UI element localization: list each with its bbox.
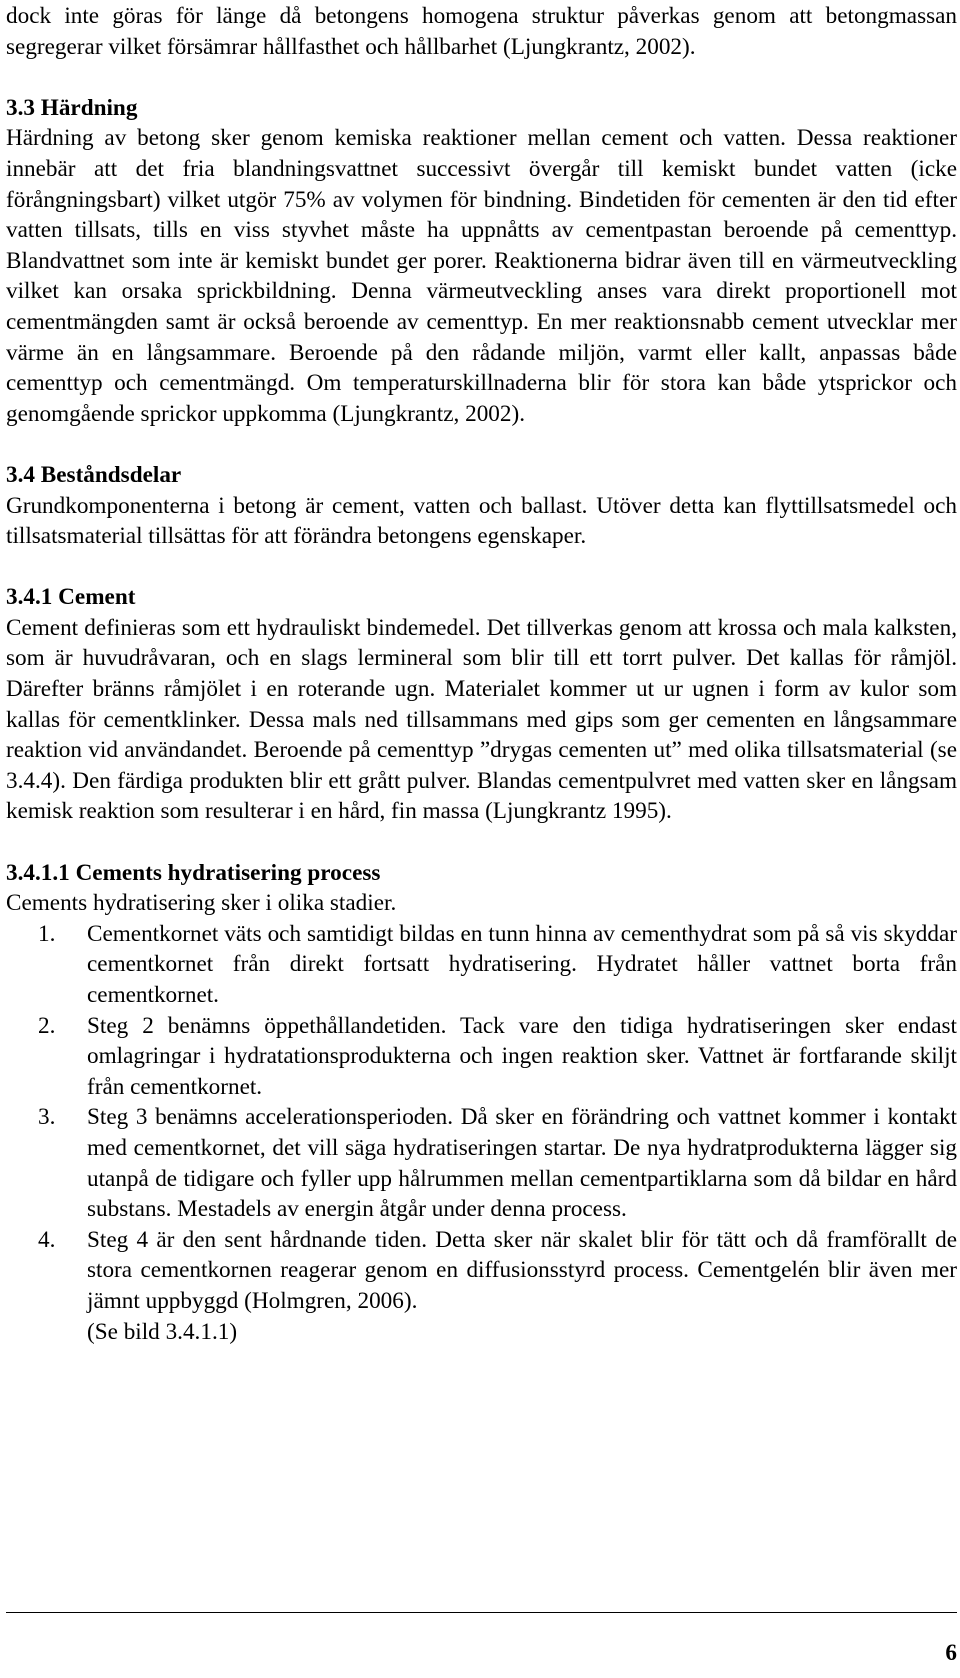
section-text-3-3: Härdning av betong sker genom kemiska reaktioner mellan cement och vatten. Dessa reaktioner innebär att det fria blandningsvattnet successivt övergår till kemiskt bundet vatten (icke förångningsbart) vilket utgör 75% av volymen för bindning. Bindetiden för cementen är den tid efter vatten tillsats, tills en viss styvhet måste ha uppnåtts av cementpastan beroende på cementtyp. Blandvattnet som inte är kemiskt bundet ger porer. Reaktionerna bidrar även till en värmeutveckling vilket kan orsaka sprickbildning. Denna värmeutveckling anses vara direkt proportionell mot cementmängden samt är också beroende av cementtyp. En mer reaktionsnabb cement utvecklar mer värme än en långsammare. Beroende på den rådande miljön, varmt eller kallt, anpassas både cementtyp och cementmängd. Om temperaturskillnaderna blir för stora kan både ytsprickor och genomgående sprickor uppkomma (Ljungkrantz, 2002). bbox=[6, 125, 957, 427]
footer-divider bbox=[6, 1612, 957, 1613]
list-item-text: Cementkornet väts och samtidigt bildas en tunn hinna av cementhydrat som på så vis skyddar cementkornet från direkt fortsatt hydratisering. Hydratet håller vattnet borta från cementkornet. bbox=[87, 920, 957, 1008]
list-item-number: 2. bbox=[38, 1012, 56, 1039]
spacer bbox=[6, 827, 957, 858]
spacer bbox=[6, 62, 957, 93]
list-item bbox=[6, 1225, 957, 1317]
spacer bbox=[6, 429, 957, 460]
page-number: 6 bbox=[945, 1640, 957, 1666]
list-item-text: Steg 3 benämns accelerationsperioden. Då sker en förändring och vattnet kommer i kontakt med cementkornet, det vill säga hydratiseringen startar. De nya hydratprodukterna lägger sig utanpå de tidigare och fyller upp hålrummen mellan cementpartiklarna som då bildar en hård substans. Mestadels av energin åtgår under denna process. bbox=[87, 1104, 957, 1223]
list-item bbox=[6, 1011, 957, 1103]
figure-reference: (Se bild 3.4.1.1) bbox=[87, 1318, 238, 1345]
section-text-3-4: Grundkomponenterna i betong är cement, vatten och ballast. Utöver detta kan flyttillsatsmedel och tillsatsmaterial tillsättas för att förändra betongens egenskaper. bbox=[6, 492, 957, 550]
intro-paragraph: dock inte göras för länge då betongens homogena struktur påverkas genom att betongmassan segregerar vilket försämrar hållfasthet och hållbarhet (Ljungkrantz, 2002). bbox=[6, 3, 957, 60]
list-item-number: 4. bbox=[38, 1226, 56, 1253]
section-heading-3-3: 3.3 Härdning bbox=[6, 94, 138, 121]
list-item-text: Steg 4 är den sent hårdnande tiden. Detta sker när skalet blir för tätt och då framförallt de stora cementkornen reagerar genom en diffusionsstyrd process. Cementgelén blir även mer jämnt uppbyggd (Holmgren, 2006). bbox=[87, 1226, 957, 1314]
list-item bbox=[6, 1102, 957, 1224]
list-item-text: Steg 2 benämns öppethållandetiden. Tack vare den tidiga hydratiseringen sker endast omlagringar i hydratationsprodukterna och ingen reaktion sker. Vattnet är fortfarande skiljt från cementkornet. bbox=[87, 1012, 957, 1100]
list-item-number: 3. bbox=[38, 1104, 56, 1131]
spacer bbox=[6, 552, 957, 583]
section-text-3-4-1: Cement definieras som ett hydrauliskt bindemedel. Det tillverkas genom att krossa och mala kalksten, som är huvudråvaran, och en slags lermineral som blir till ett torrt pulver. Det kallas för råmjöl. Därefter bränns råmjölet i en roterande ugn. Materialet kommer ut ur ugnen i form av kulor som kallas för cementklinker. Dessa mals ned tillsammans med gips som ger cementen en långsammare reaktion vid användandet. Beroende på cementtyp ”drygas cementen ut” med olika tillsatsmaterial (se 3.4.4). Den färdiga produkten blir ett grått pulver. Blandas cementpulvret med vatten sker en långsam kemisk reaktion som resulterar i en hård, fin massa (Ljungkrantz 1995). bbox=[6, 614, 957, 825]
list-item-number: 1. bbox=[38, 920, 56, 947]
section-heading-3-4: 3.4 Beståndsdelar bbox=[6, 461, 182, 488]
document-page bbox=[6, 0, 957, 1347]
section-text-3-4-1-1: Cements hydratisering sker i olika stadier. bbox=[6, 890, 397, 917]
hydration-steps-list bbox=[6, 919, 957, 1317]
section-heading-3-4-1-1: 3.4.1.1 Cements hydratisering process bbox=[6, 859, 381, 886]
section-heading-3-4-1: 3.4.1 Cement bbox=[6, 584, 136, 611]
list-item bbox=[6, 919, 957, 1011]
